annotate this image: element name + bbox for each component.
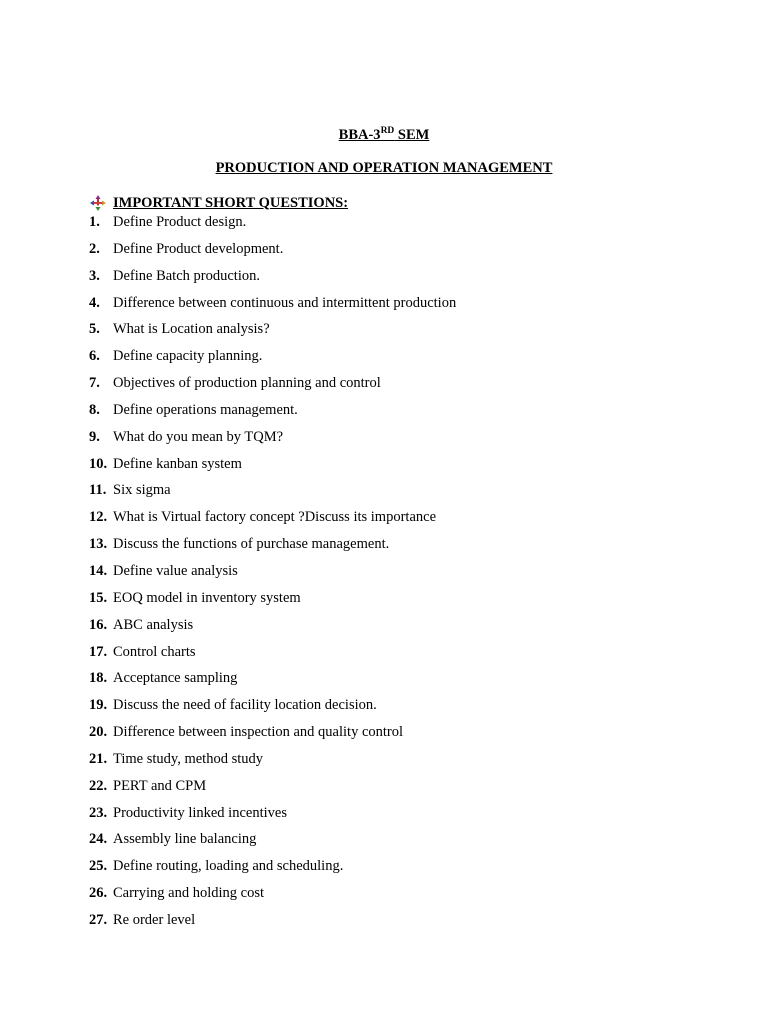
question-text: What do you mean by TQM? [113,428,284,445]
colored-arrow-bullet-icon [89,194,107,212]
question-number: 17. [89,643,108,660]
question-text: Objectives of production planning and control [113,375,381,392]
title-superscript: RD [380,126,395,136]
question-number: 9. [89,428,100,445]
question-number: 15. [89,589,108,606]
question-text: Define capacity planning. [113,348,263,365]
question-number: 1. [89,214,100,230]
question-text: Define kanban system [113,455,242,472]
question-number: 3. [89,267,100,284]
question-text: What is Location analysis? [113,321,270,338]
list-item [89,401,709,428]
question-text: EOQ model in inventory system [113,589,301,606]
question-number: 16. [89,616,108,633]
list-item [89,374,709,401]
question-number: 27. [89,911,108,928]
question-number: 23. [89,804,108,821]
question-text: Define value analysis [113,562,238,579]
question-number: 21. [89,750,108,767]
section-heading [89,194,348,212]
question-number: 24. [89,831,108,848]
question-number: 10. [89,455,108,472]
question-number: 20. [89,724,108,741]
question-text: ABC analysis [113,616,194,633]
question-text: Define operations management. [113,401,298,418]
list-item [89,294,709,321]
title-prefix: BBA-3 [338,127,381,143]
question-text: Define routing, loading and scheduling. [113,858,344,875]
list-item [89,428,709,455]
document-title [0,127,768,144]
question-number: 5. [89,321,100,338]
question-text: Difference between inspection and quality control [113,724,404,741]
question-text: PERT and CPM [113,777,207,794]
list-item [89,616,709,643]
list-item [89,911,709,938]
list-item [89,320,709,347]
question-text: Discuss the need of facility location decision. [113,697,377,714]
list-item [89,830,709,857]
question-number: 25. [89,858,108,875]
question-number: 11. [89,482,107,499]
question-text: Acceptance sampling [113,670,238,687]
question-number: 12. [89,509,108,526]
section-heading-text: IMPORTANT SHORT QUESTIONS: [113,194,349,211]
list-item [89,213,709,240]
list-item [89,347,709,374]
question-number: 18. [89,670,108,687]
list-item [89,643,709,670]
question-text: Assembly line balancing [113,831,257,848]
question-text: Re order level [113,911,196,928]
question-number: 22. [89,777,108,794]
question-text: What is Virtual factory concept ?Discuss its importance [113,509,437,526]
title-suffix: SEM [394,127,430,143]
list-item [89,669,709,696]
question-number: 14. [89,562,108,579]
question-text: Discuss the functions of purchase management. [113,536,390,553]
list-item [89,562,709,589]
list-item [89,535,709,562]
list-item [89,267,709,294]
list-item [89,857,709,884]
list-item [89,240,709,267]
list-item [89,589,709,616]
question-number: 19. [89,697,108,714]
question-text: Carrying and holding cost [113,885,265,902]
list-item [89,723,709,750]
list-item [89,508,709,535]
question-text: Difference between continuous and intermittent production [113,294,457,311]
question-text: Define Batch production. [113,267,260,284]
list-item [89,777,709,804]
list-item [89,481,709,508]
list-item [89,884,709,911]
question-text: Six sigma [113,482,171,499]
questions-list [89,213,709,938]
question-number: 6. [89,348,100,365]
question-text: Define Product development. [113,240,284,257]
question-number: 7. [89,375,100,392]
question-number: 8. [89,401,100,418]
list-item [89,804,709,831]
list-item [89,750,709,777]
question-number: 13. [89,536,108,553]
question-text: Productivity linked incentives [113,804,287,821]
list-item [89,696,709,723]
question-text: Time study, method study [113,750,263,767]
question-number: 4. [89,294,100,311]
question-number: 26. [89,885,108,902]
question-text: Define Product design. [113,214,247,230]
list-item [89,455,709,482]
question-text: Control charts [113,643,196,660]
question-number: 2. [89,240,100,257]
document-subtitle: PRODUCTION AND OPERATION MANAGEMENT [215,160,553,176]
